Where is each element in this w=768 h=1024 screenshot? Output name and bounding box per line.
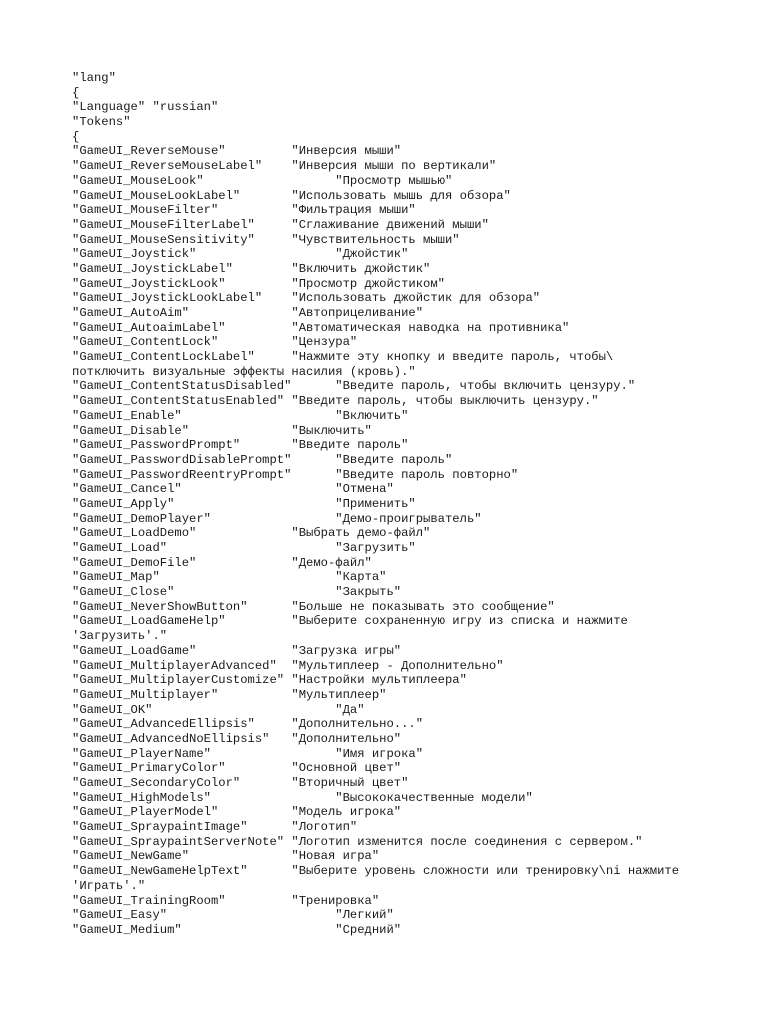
document-line: "GameUI_Easy" "Легкий" (72, 908, 394, 923)
document-line: "GameUI_AutoAim" "Автоприцеливание" (72, 306, 424, 320)
document-line: "GameUI_MultiplayerCustomize" "Настройки мультиплеера" (72, 673, 467, 688)
document-line: "Tokens" (72, 115, 131, 130)
document-line: "GameUI_MouseFilter" "Фильтрация мыши" (72, 203, 416, 218)
document-line: "GameUI_MultiplayerAdvanced" "Мультиплеер - Дополнительно" (72, 658, 504, 673)
document-line: "GameUI_AdvancedEllipsis" "Дополнительно..." (72, 717, 424, 732)
document-line: потключить визуальные эффекты насилия (кровь)." (72, 364, 416, 379)
document-line: "lang" (72, 71, 116, 85)
document-line: "GameUI_MouseLookLabel" "Использовать мышь для обзора" (72, 188, 511, 203)
document-line: "GameUI_MouseFilterLabel" "Сглаживание движений мыши" (72, 217, 489, 232)
document-line: "GameUI_SpraypaintImage" "Логотип" (72, 820, 358, 835)
document-line: "GameUI_AdvancedNoEllipsis" "Дополнительно" (72, 731, 402, 746)
document-line: "GameUI_Disable" "Выключить" (72, 423, 372, 438)
document-line: "GameUI_Apply" "Применить" (72, 496, 416, 511)
document-line: "GameUI_Joystick" "Джойстик" (72, 247, 409, 262)
document-line: { (72, 85, 80, 100)
document-line: "GameUI_LoadGameHelp" "Выберите сохраненную игру из списка и нажмите (72, 614, 628, 629)
document-line: "GameUI_HighModels" "Высококачественные модели" (72, 790, 533, 805)
document-line: "GameUI_JoystickLookLabel" "Использовать джойстик для обзора" (72, 291, 541, 306)
document-line: "GameUI_JoystickLabel" "Включить джойстик" (72, 261, 431, 276)
document-line: "GameUI_PlayerModel" "Модель игрока" (72, 805, 402, 820)
document-line: "GameUI_DemoPlayer" "Демо-проигрыватель" (72, 511, 482, 526)
document-line: "GameUI_OK" "Да" (72, 702, 365, 717)
document-line: "GameUI_Map" "Карта" (72, 570, 387, 585)
document-line: "GameUI_PasswordReentryPrompt" "Введите пароль повторно" (72, 467, 519, 482)
document-line: "GameUI_MouseLook" "Просмотр мышью" (72, 173, 453, 188)
document-line: "GameUI_ContentStatusEnabled" "Введите пароль, чтобы выключить цензуру." (72, 394, 599, 409)
document-line: 'Загрузить'." (72, 629, 168, 644)
document-line: { (72, 129, 80, 144)
document-line: "GameUI_SpraypaintServerNote" "Логотип изменится после соединения с сервером." (72, 834, 643, 849)
document-line: 'Играть'." (72, 878, 146, 893)
document-line: "GameUI_SecondaryColor" "Вторичный цвет" (72, 776, 409, 790)
document-line: "GameUI_TrainingRoom" "Тренировка" (72, 893, 380, 908)
document-line: "GameUI_Close" "Закрыть" (72, 585, 402, 600)
document-line: "GameUI_Cancel" "Отмена" (72, 482, 394, 497)
document-line: "GameUI_PasswordDisablePrompt" "Введите пароль" (72, 452, 453, 467)
document-line: "GameUI_PlayerName" "Имя игрока" (72, 746, 424, 761)
document-line: "GameUI_NewGame" "Новая игра" (72, 849, 380, 864)
document-line: "GameUI_LoadGame" "Загрузка игры" (72, 643, 402, 658)
document-line: "GameUI_Enable" "Включить" (72, 408, 409, 423)
document-line: "GameUI_Load" "Загрузить" (72, 541, 416, 555)
document-line: "GameUI_MouseSensitivity" "Чувствительность мыши" (72, 232, 460, 247)
document-line: "GameUI_ReverseMouseLabel" "Инверсия мыши по вертикали" (72, 159, 497, 174)
document-line: "GameUI_ContentLockLabel" "Нажмите эту кнопку и введите пароль, чтобы\ (72, 350, 614, 365)
document-line: "GameUI_DemoFile" "Демо-файл" (72, 555, 372, 570)
document-line: "GameUI_ContentLock" "Цензура" (72, 335, 358, 350)
document-line: "GameUI_PasswordPrompt" "Введите пароль" (72, 438, 409, 453)
document-line: "GameUI_Medium" "Средний" (72, 922, 402, 937)
document-line: "GameUI_AutoaimLabel" "Автоматическая наводка на противника" (72, 320, 570, 335)
document-line: "Language" "russian" (72, 100, 219, 115)
document-line: "GameUI_PrimaryColor" "Основной цвет" (72, 761, 402, 776)
document-line: "GameUI_ContentStatusDisabled" "Введите пароль, чтобы включить цензуру." (72, 379, 636, 394)
document-line: "GameUI_NeverShowButton" "Больше не показывать это сообщение" (72, 599, 555, 614)
document-text (72, 71, 712, 938)
document-line: "GameUI_NewGameHelpText" "Выберите уровень сложности или тренировку\ni нажмите (72, 864, 680, 879)
document-line: "GameUI_Multiplayer" "Мультиплеер" (72, 687, 387, 702)
document-line: "GameUI_LoadDemo" "Выбрать демо-файл" (72, 526, 431, 541)
document-line: "GameUI_ReverseMouse" "Инверсия мыши" (72, 144, 402, 159)
document-line: "GameUI_JoystickLook" "Просмотр джойстиком" (72, 276, 445, 291)
